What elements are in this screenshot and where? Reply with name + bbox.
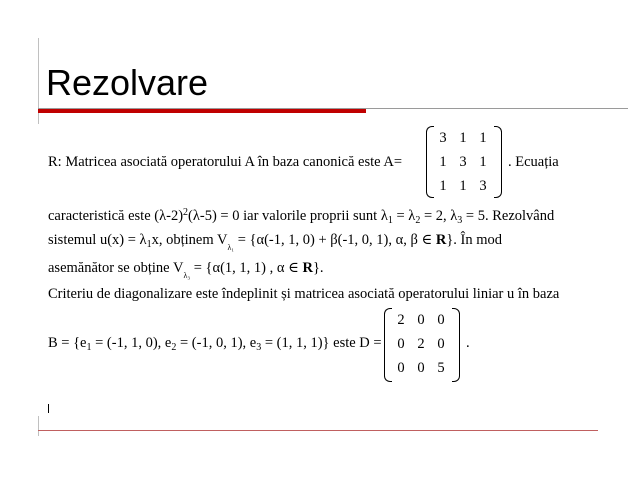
solution-line-3: sistemul $u(x) = \lambda_1x$, obținem $V_{\lambda_1} = \{\alpha(-1$, 1, 0) + β(-1, 0, 1), α, β ∈ R}. În mod bbox=[48, 232, 503, 252]
line1-prefix: R: Matricea asociată operatorului A în baza canonică este A= bbox=[48, 154, 403, 170]
matrix-a-cell: 3 bbox=[439, 129, 447, 146]
matrix-d-cell: 0 bbox=[397, 359, 405, 376]
matrix-a-cell: 1 bbox=[479, 129, 487, 146]
solution-line-4: asemănător se obține $V_{\lambda_3} = \{\alpha(1$, 1, 1) , α ∈ R}. bbox=[48, 260, 324, 280]
matrix-d bbox=[384, 308, 460, 382]
matrix-a-cell: 1 bbox=[439, 153, 447, 170]
matrix-d-cell: 0 bbox=[417, 359, 425, 376]
matrix-a-cell: 1 bbox=[439, 177, 447, 194]
matrix-a-cell: 1 bbox=[459, 129, 467, 146]
solution-line-5: Criteriu de diagonalizare este îndeplinit și matricea asociată operatorului liniar u în baza bbox=[48, 286, 560, 302]
solution-image bbox=[38, 124, 591, 416]
matrix-a-cell: 1 bbox=[479, 153, 487, 170]
solution-line-1 bbox=[48, 154, 402, 170]
matrix-d-cell: 5 bbox=[437, 359, 445, 376]
matrix-d-cell: 2 bbox=[397, 311, 405, 328]
matrix-d-cell: 0 bbox=[437, 335, 445, 352]
matrix-d-cell: 2 bbox=[417, 335, 425, 352]
slide-title: Rezolvare bbox=[46, 62, 209, 103]
matrix-a-cell: 3 bbox=[479, 177, 487, 194]
solution-line-2: caracteristică este $(\lambda-2)^2(\lambda-5) = 0$ iar valorile proprii sunt $\lambda_1 = \lambda_2 = 2$, $\lambda_3 = 5$. Rezolvând bbox=[48, 207, 555, 226]
matrix-d-cell: 0 bbox=[437, 311, 445, 328]
text-cursor-mark bbox=[48, 404, 49, 413]
footer-rule bbox=[38, 430, 598, 431]
matrix-a bbox=[426, 126, 502, 198]
matrix-a-cell: 3 bbox=[459, 153, 467, 170]
line1-suffix: . Ecuația bbox=[508, 154, 559, 170]
matrix-a-cell: 1 bbox=[459, 177, 467, 194]
solution-line-6: $B = \{e_1 = (-1$, 1, 0), $e_2 = (-1$, 0, 1), $e_3 = (1$, 1, 1)} este D = bbox=[48, 335, 382, 353]
line6-end: . bbox=[466, 335, 470, 351]
title-accent-bar bbox=[38, 109, 366, 113]
matrix-d-cell: 0 bbox=[397, 335, 405, 352]
matrix-d-cell: 0 bbox=[417, 311, 425, 328]
